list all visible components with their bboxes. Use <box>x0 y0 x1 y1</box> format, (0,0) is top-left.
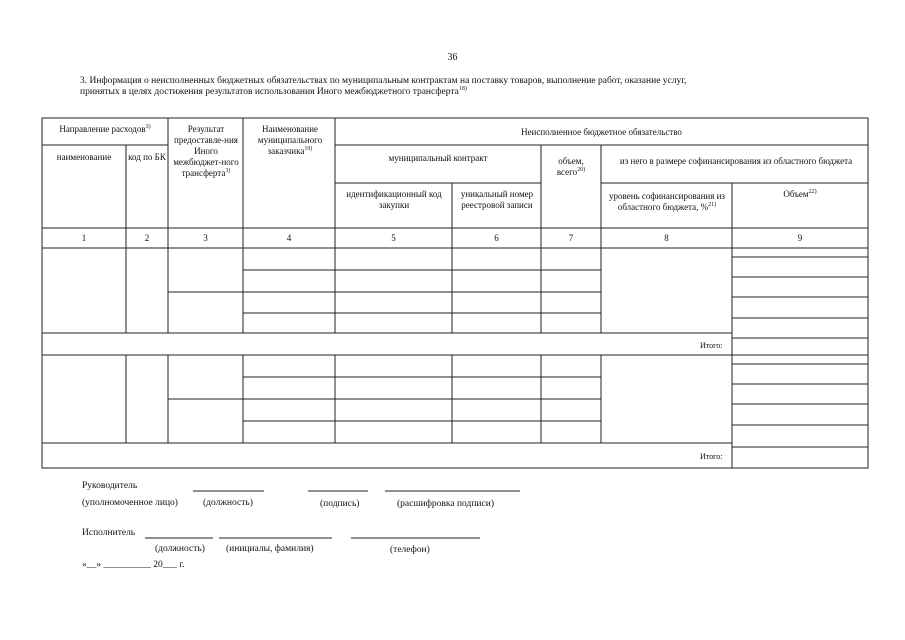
header-neispolnennoe: Неисполненное бюджетное обязательство <box>521 127 682 137</box>
col-number-5: 5 <box>391 233 396 243</box>
dolzhnost2-label: (должность) <box>155 544 205 554</box>
col-number-8: 8 <box>664 233 669 243</box>
header-obem-vsego-text: объем, всего <box>556 156 584 177</box>
col-number-4: 4 <box>286 233 292 243</box>
heading-line-1: 3. Информация о неисполненных бюджетных обязательствах по муниципальным контрактам на поставку товаров, выполнение работ, оказание услуг, <box>80 76 687 86</box>
itogo-label-1: Итого: <box>700 341 723 350</box>
header-obem-vsego-sup: 20) <box>577 167 586 173</box>
header-obem <box>732 189 868 200</box>
header-rezultat-text: Результат предоставле-ния Иного межбюджет-ного трансферта <box>173 124 239 178</box>
header-zakazchik-text: Наименование муниципального заказчика <box>257 124 323 156</box>
rasshifrovka-label: (расшифровка подписи) <box>397 499 494 509</box>
upolnomochennoe-label: (уполномоченное лицо) <box>82 498 178 508</box>
heading-line-2-text: принятых в целях достижения результатов использования Иного межбюджетного трансферта <box>80 87 459 97</box>
header-kod-bk: код по БК <box>128 152 166 162</box>
dolzhnost-label: (должность) <box>203 498 253 508</box>
header-ident-kod: идентификационный код закупки <box>346 189 442 210</box>
header-zakazchik <box>248 124 332 157</box>
header-rezultat <box>171 124 241 179</box>
header-napravlenie <box>42 124 168 135</box>
header-naimenovanie: наименование <box>56 152 112 162</box>
initsialy-label: (инициалы, фамилия) <box>226 544 314 554</box>
header-zakazchik-sup: 19) <box>304 146 313 152</box>
header-napravlenie-text: Направление расходов <box>59 124 146 134</box>
page-number: 36 <box>447 52 458 63</box>
ispolnitel-label: Исполнитель <box>82 528 136 538</box>
itogo-label-2: Итого: <box>700 452 723 461</box>
telefon-label: (телефон) <box>390 545 430 555</box>
col-number-3: 3 <box>203 233 208 243</box>
header-napravlenie-sup: 3) <box>145 124 151 130</box>
header-obem-vsego <box>544 156 598 178</box>
col-number-9: 9 <box>797 233 803 243</box>
header-rezultat-sup: 3) <box>225 168 231 174</box>
header-unik-nomer: уникальный номер реестровой записи <box>460 189 534 210</box>
col-number-1: 1 <box>81 233 87 243</box>
col-number-6: 6 <box>494 233 499 243</box>
header-uroven-sup: 21) <box>708 202 717 208</box>
header-mun-kontrakt: муниципальный контракт <box>388 153 488 163</box>
header-sofin: из него в размере софинансирования из областного бюджета <box>619 156 853 166</box>
heading-footnote-ref: 18) <box>458 85 467 92</box>
col-number-2: 2 <box>144 233 150 243</box>
podpis-label: (подпись) <box>320 499 360 509</box>
header-uroven <box>604 191 730 213</box>
header-uroven-text: уровень софинансирования из областного бюджета, % <box>609 191 725 212</box>
header-obem-sup: 22) <box>808 189 817 195</box>
date-line: «__» __________ 20___ г. <box>82 560 185 570</box>
rukovoditel-label: Руководитель <box>82 481 138 491</box>
header-obem-text: Объем <box>783 189 809 199</box>
col-number-7: 7 <box>568 233 574 243</box>
